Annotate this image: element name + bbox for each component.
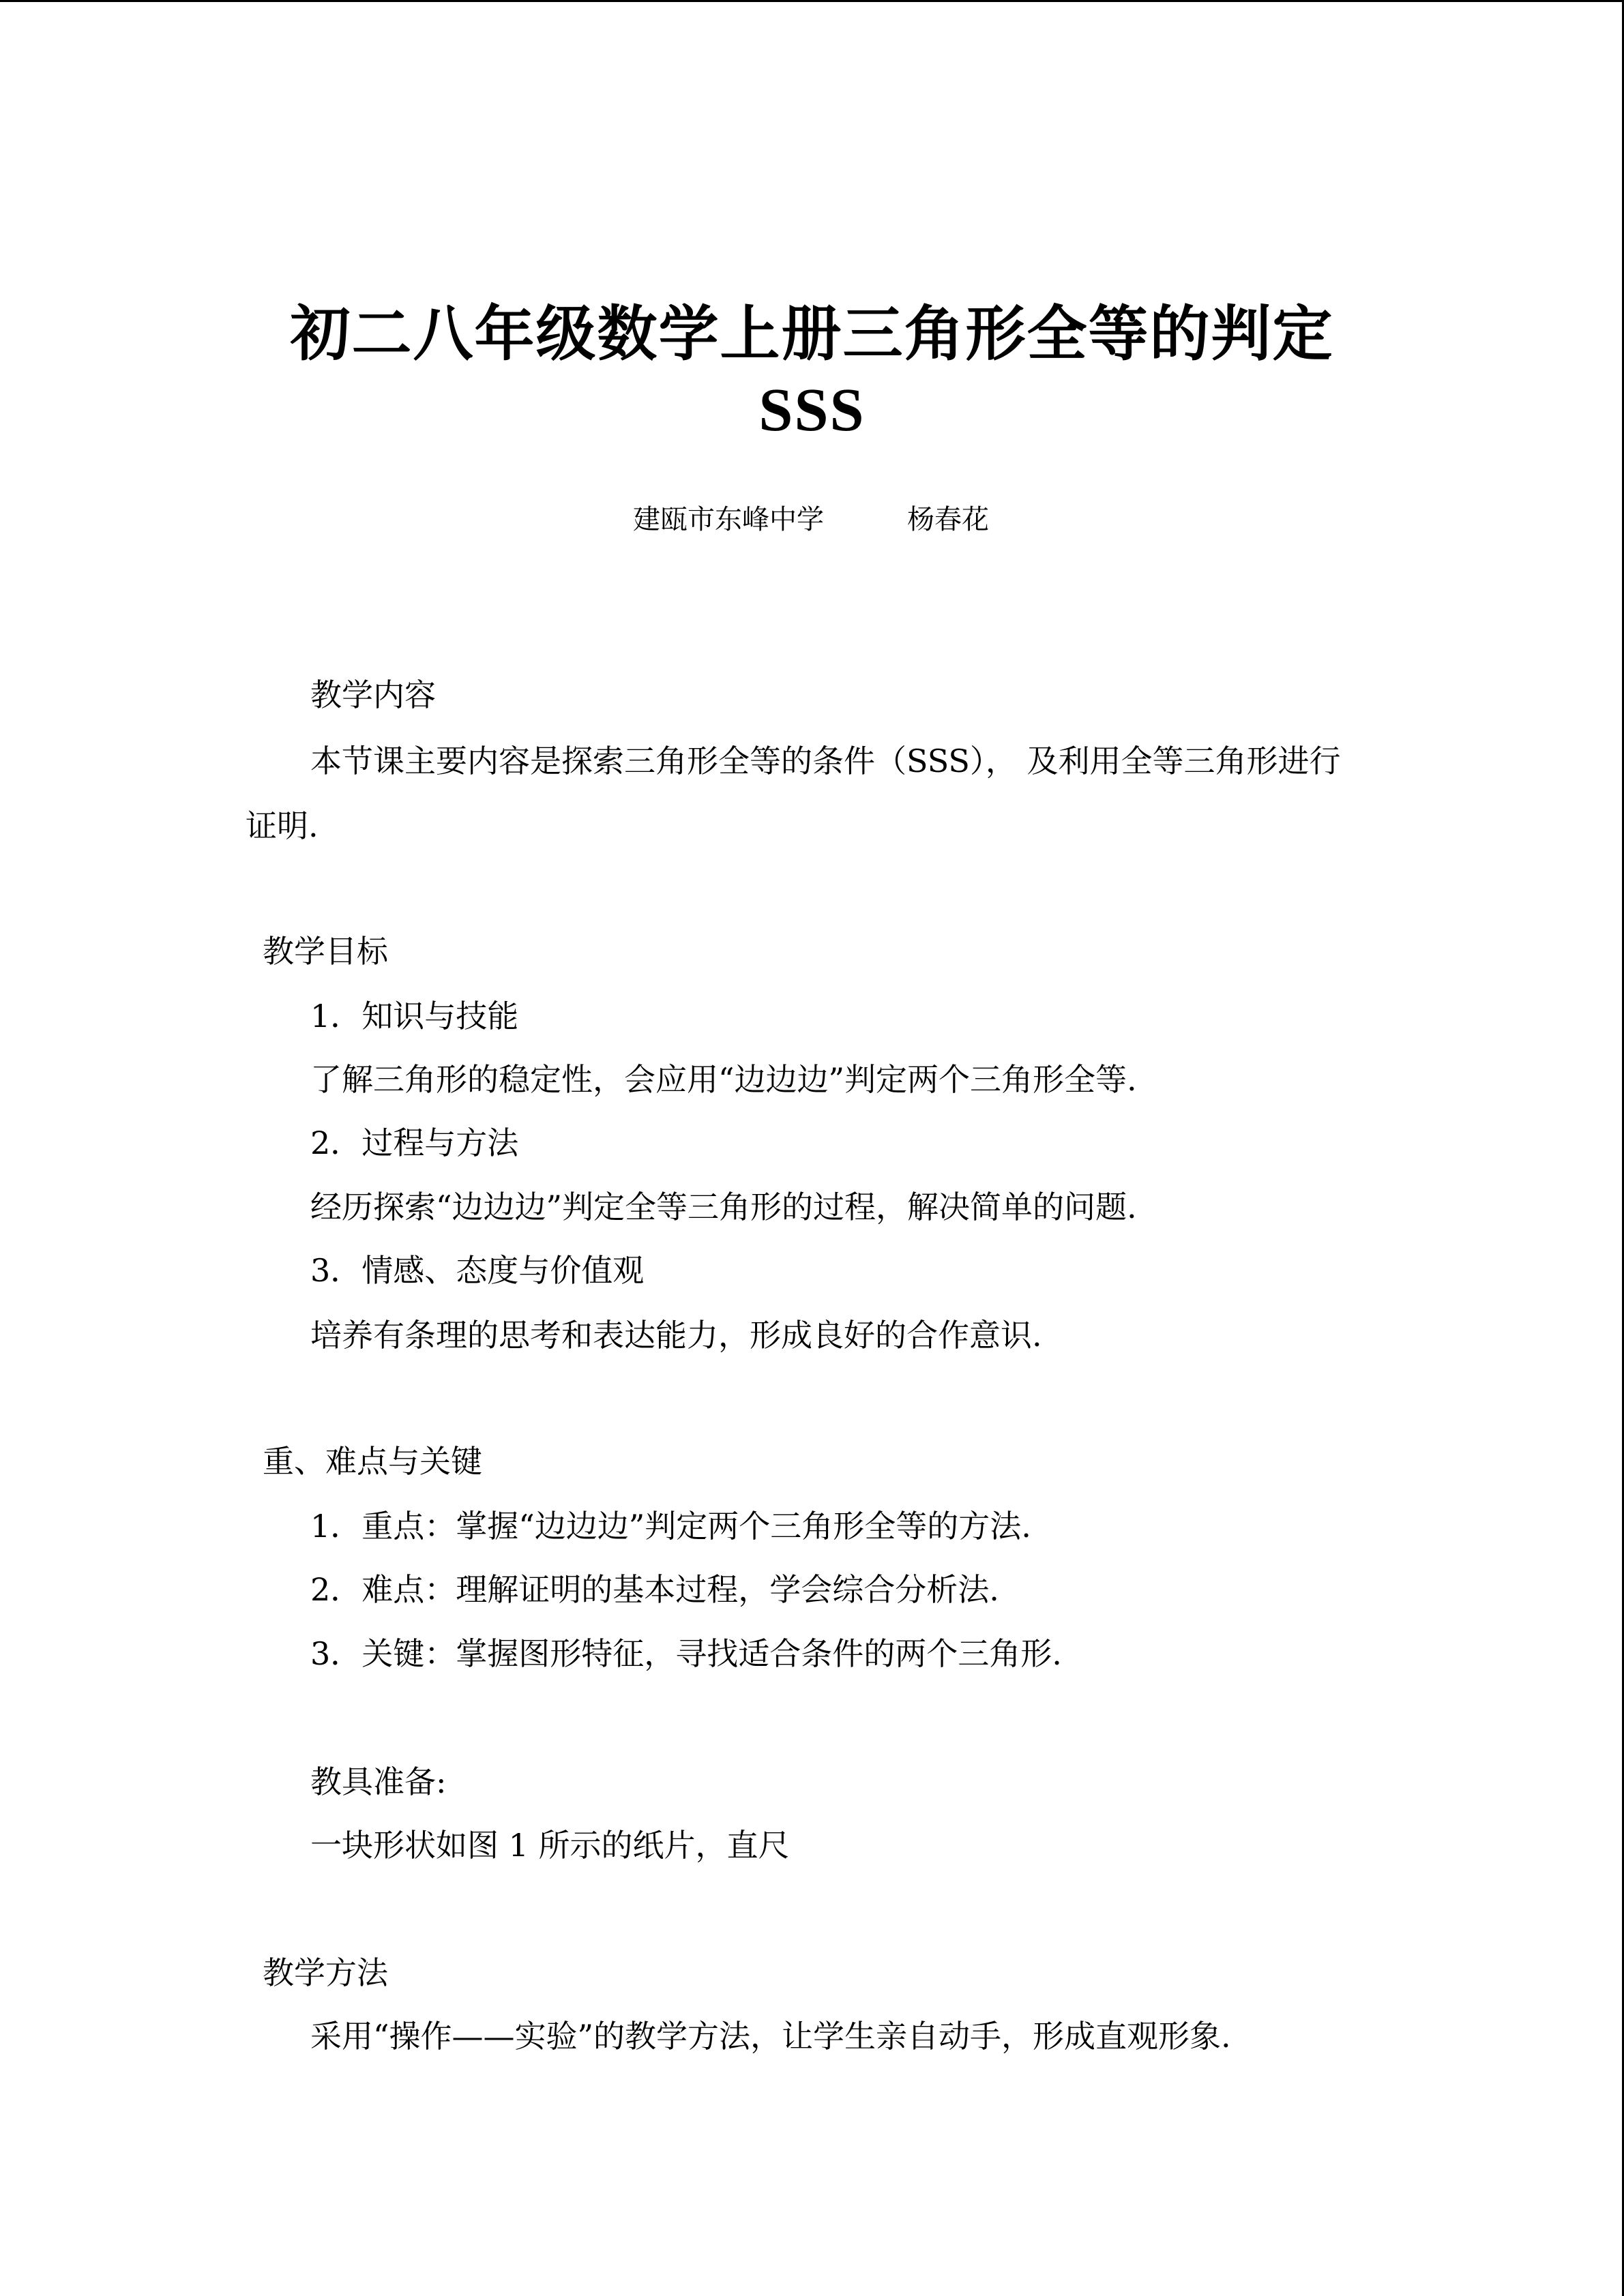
document-title-sss: SSS [758,376,866,444]
goal-2-text: 经历探索“边边边”判定全等三角形的过程，解决简单的问题. [310,1189,1137,1225]
section-heading-method: 教学方法 [263,1954,388,1991]
method-text: 采用“操作——实验”的教学方法，让学生亲自动手，形成直观形象. [310,2018,1231,2055]
author-name: 杨春花 [907,504,989,535]
section-heading-tools: 教具准备: [310,1763,447,1800]
content-text-continued: 证明. [246,807,319,844]
goal-3-title: 3．情感、态度与价值观 [310,1252,645,1289]
content-text: 本节课主要内容是探索三角形全等的条件（SSS）， 及利用全等三角形进行 [310,743,1341,779]
goal-1-text: 了解三角形的稳定性，会应用“边边边”判定两个三角形全等. [310,1061,1137,1098]
key-point-3: 3．关键：掌握图形特征，寻找适合条件的两个三角形. [310,1635,1062,1672]
page-border-top [0,0,1624,2]
key-point-2: 2．难点：理解证明的基本过程，学会综合分析法. [310,1571,999,1608]
key-point-1: 1．重点：掌握“边边边”判定两个三角形全等的方法. [310,1508,1031,1545]
tools-text: 一块形状如图 1 所示的纸片，直尺 [310,1827,790,1864]
goal-1-title: 1．知识与技能 [310,998,519,1034]
section-heading-goals: 教学目标 [263,933,388,970]
section-heading-content: 教学内容 [310,676,436,713]
goal-2-title: 2．过程与方法 [310,1124,519,1161]
school-name: 建瓯市东峰中学 [633,504,824,535]
goal-3-text: 培养有条理的思考和表达能力，形成良好的合作意识. [310,1317,1042,1354]
document-title: 初二八年级数学上册三角形全等的判定 [290,298,1334,369]
section-heading-key-points: 重、难点与关键 [263,1443,482,1480]
